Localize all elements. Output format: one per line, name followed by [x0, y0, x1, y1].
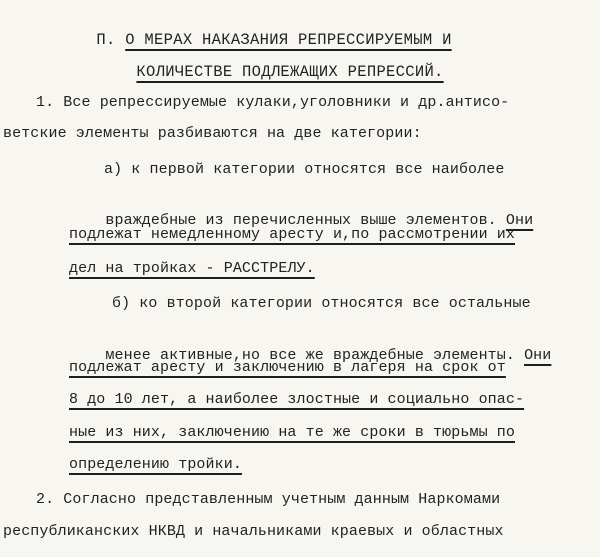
item-a-line3: подлежат немедленному аресту и,по рассмотрении их [69, 226, 515, 243]
section-heading-line2 [98, 42, 444, 81]
item-b-line2-underlined: Они [524, 347, 552, 364]
item-a-line2-underlined: Они [505, 212, 534, 229]
paragraph1-line1: 1. Все репрессируемые кулаки,уголовники и др.антисо- [36, 94, 510, 111]
item-b-line4: 8 до 10 лет, а наиболее злостные и социально опас- [69, 391, 525, 408]
item-b-line1: б) ко второй категории относятся все остальные [112, 295, 531, 312]
paragraph2-line1: 2. Согласно представленным учетным данным Наркомами [36, 491, 501, 508]
item-b-line5: ные из них, заключению на те же сроки в тюрьмы по [69, 424, 515, 441]
section-number: П. [96, 31, 116, 49]
item-b-line3: подлежат аресту и заключению в лагеря на срок от [69, 359, 506, 376]
section-title-line2: КОЛИЧЕСТВЕ ПОДЛЕЖАЩИХ РЕПРЕССИЙ. [136, 63, 444, 81]
item-a-line2 [69, 191, 534, 229]
item-b-line2 [69, 326, 552, 364]
item-a-line4: дел на тройках - РАССТРЕЛУ. [69, 260, 315, 277]
item-a-line1: а) к первой категории относятся все наиболее [104, 161, 505, 178]
section-heading-line1 [58, 10, 452, 49]
paragraph2-line2: республиканских НКВД и начальниками краевых и областных [3, 523, 504, 540]
section-title-line1: О МЕРАХ НАКАЗАНИЯ РЕПРЕССИРУЕМЫМ И [125, 31, 452, 49]
paragraph1-line2: ветские элементы разбиваются на две категории: [3, 125, 422, 142]
item-a-line2-text: враждебные из перечисленных выше элементов. [105, 212, 506, 229]
item-b-line6: определению тройки. [69, 456, 242, 473]
item-b-line2-text: менее активные,но все же враждебные элементы. [105, 347, 525, 364]
